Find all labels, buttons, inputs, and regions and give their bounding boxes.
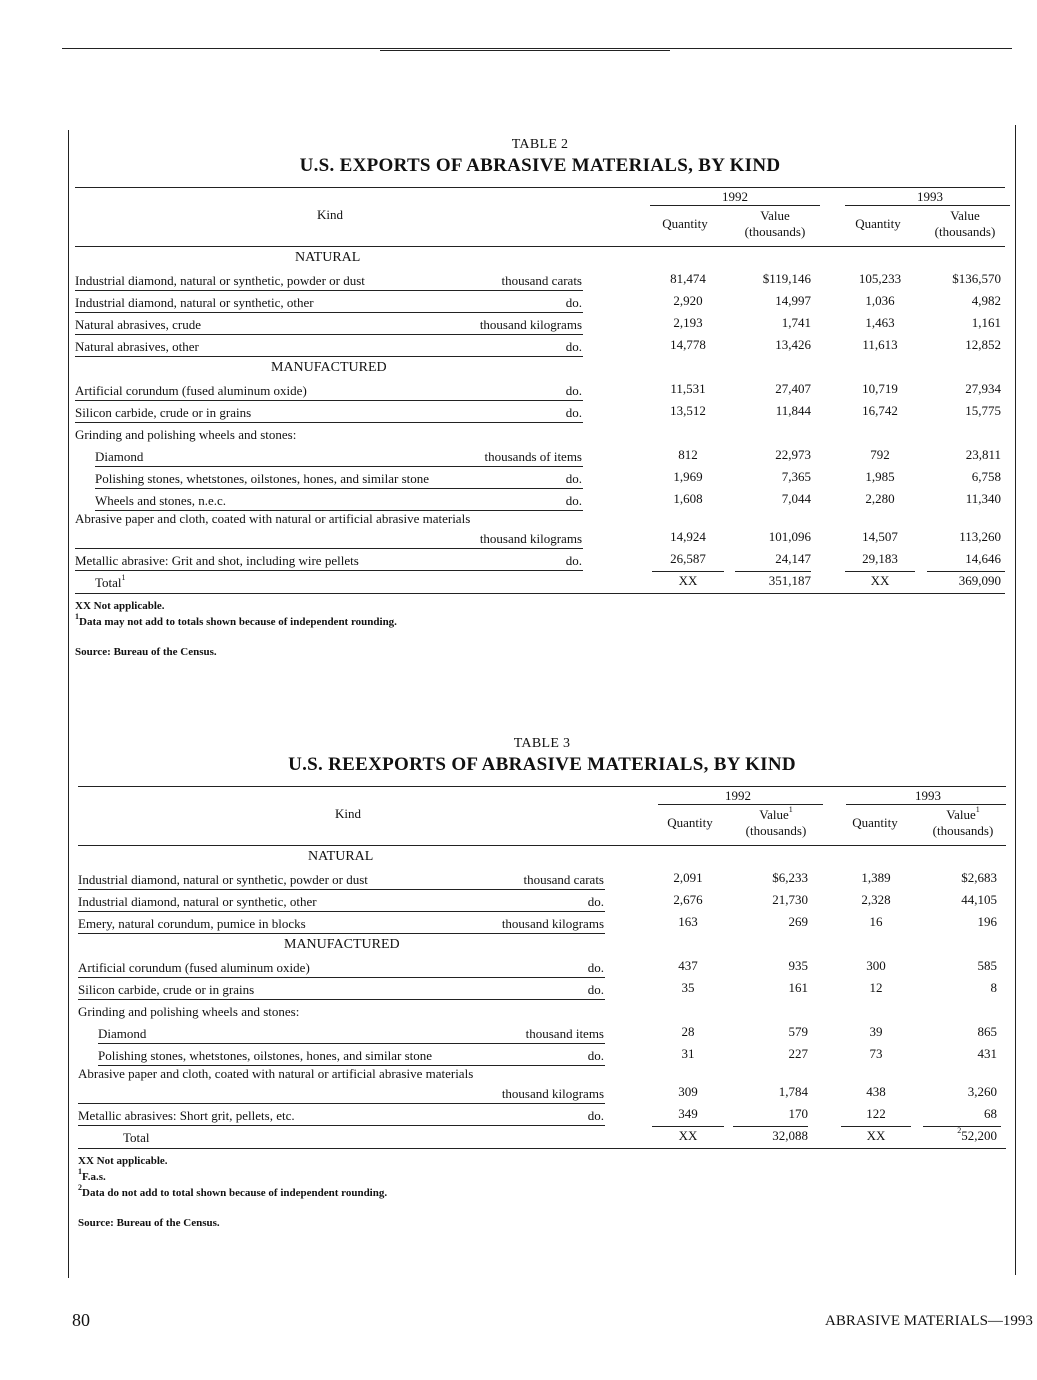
cell-v93: 12,852 xyxy=(965,337,1001,352)
cell-q93: 438 xyxy=(866,1084,886,1099)
row-kind: Metallic abrasives: Short grit, pellets, etc. xyxy=(78,1108,295,1123)
table-row xyxy=(75,401,1005,423)
cell-q92: 1,969 xyxy=(673,469,703,484)
total-row xyxy=(75,571,1005,593)
table-bottom-rule xyxy=(75,593,1005,594)
row-unit: thousands of items xyxy=(484,449,582,464)
table-row xyxy=(75,269,1005,291)
cell-v92: $119,146 xyxy=(762,271,811,286)
kind-header: Kind xyxy=(335,806,361,821)
cell-v93: 14,646 xyxy=(965,551,1001,566)
note-1: $^1$Data may not add to totals shown because of independent rounding. xyxy=(75,612,397,628)
row-unit: thousand kilograms xyxy=(479,531,582,546)
cell-v92: 22,973 xyxy=(775,447,811,462)
table-row xyxy=(78,868,1006,890)
cell-v92: 579 xyxy=(788,1024,808,1039)
total-q93: XX xyxy=(866,1128,886,1143)
row-unit: do. xyxy=(565,405,582,420)
quantity-1993-header: Quantity xyxy=(855,216,901,231)
cell-q93: 16,742 xyxy=(862,403,898,418)
value-1993-header: Value (thousands) xyxy=(934,208,996,239)
cell-q92: 13,512 xyxy=(670,403,706,418)
cell-q93: 16 xyxy=(869,914,883,929)
row-kind: Diamond xyxy=(98,1026,147,1041)
page-number: 80 xyxy=(72,1310,90,1330)
row-kind: Industrial diamond, natural or synthetic, powder or dust xyxy=(75,273,365,288)
total-rule-q93 xyxy=(841,1126,911,1127)
table-row xyxy=(75,379,1005,401)
cell-q92: 2,920 xyxy=(673,293,703,308)
cell-q93: 10,719 xyxy=(862,381,898,396)
cell-v92: 935 xyxy=(788,958,808,973)
row-kind: Natural abrasives, other xyxy=(75,339,199,354)
year-1992-header: 1992 xyxy=(725,788,751,803)
table-row xyxy=(78,978,1006,1000)
cell-v92: 269 xyxy=(788,914,808,929)
cell-q92: 35 xyxy=(681,980,695,995)
cell-q93: 122 xyxy=(866,1106,886,1121)
cell-v93: 431 xyxy=(977,1046,997,1061)
year-1992-rule xyxy=(650,205,820,206)
cell-v93: 1,161 xyxy=(971,315,1001,330)
cell-q93: 11,613 xyxy=(862,337,898,352)
total-v93: 369,090 xyxy=(958,573,1001,588)
cell-v93: $136,570 xyxy=(952,271,1001,286)
cell-q92: 31 xyxy=(681,1046,695,1061)
row-kind: Industrial diamond, natural or synthetic, other xyxy=(75,295,314,310)
cell-v93: 27,934 xyxy=(965,381,1001,396)
cell-v92: 13,426 xyxy=(775,337,811,352)
row-unit: do. xyxy=(587,894,604,909)
table-row xyxy=(78,1044,1006,1066)
row-kind: Industrial diamond, natural or synthetic, other xyxy=(78,894,317,909)
table-bottom-rule xyxy=(78,1148,1006,1149)
row-kind: Emery, natural corundum, pumice in blocks xyxy=(78,916,306,931)
table-2 xyxy=(75,137,1005,660)
row-kind: Wheels and stones, n.e.c. xyxy=(95,493,227,508)
value-1992-header: Value (thousands) xyxy=(744,208,806,239)
row-kind: Abrasive paper and cloth, coated with natural or artificial abrasive materials xyxy=(75,511,471,526)
cell-q92: 2,091 xyxy=(673,870,703,885)
cell-v93: 44,105 xyxy=(961,892,997,907)
table-row xyxy=(78,890,1006,912)
cell-q92: 81,474 xyxy=(670,271,706,286)
cell-q93: 1,389 xyxy=(861,870,891,885)
cell-q93: 1,036 xyxy=(865,293,895,308)
table-row xyxy=(75,291,1005,313)
year-1993-rule xyxy=(845,205,1010,206)
cell-q92: 349 xyxy=(678,1106,698,1121)
cell-q92: 812 xyxy=(678,447,698,462)
cell-q92: 2,193 xyxy=(673,315,703,330)
cell-q92: 437 xyxy=(678,958,698,973)
total-v93: $^2$52,200 xyxy=(957,1126,997,1143)
left-margin-rule xyxy=(68,130,69,1278)
cell-q92: 163 xyxy=(678,914,698,929)
quantity-1993-header: Quantity xyxy=(852,815,898,830)
row-kind: Grinding and polishing wheels and stones: xyxy=(75,427,297,442)
row-kind: Silicon carbide, crude or in grains xyxy=(75,405,252,420)
total-rule-v92 xyxy=(735,571,811,572)
table-row xyxy=(75,335,1005,357)
cell-v93: 3,260 xyxy=(967,1084,997,1099)
table-row xyxy=(75,313,1005,335)
row-kind: Silicon carbide, crude or in grains xyxy=(78,982,255,997)
cell-v93: 23,811 xyxy=(965,447,1001,462)
cell-v92: 11,844 xyxy=(775,403,811,418)
total-row xyxy=(78,1126,1006,1148)
total-rule-q92 xyxy=(652,571,724,572)
table-row xyxy=(78,1022,1006,1044)
note-xx: XX Not applicable. xyxy=(78,1155,168,1167)
cell-q92: 309 xyxy=(678,1084,698,1099)
cell-q93: 12 xyxy=(869,980,883,995)
year-1992-rule xyxy=(658,804,823,805)
cell-v93: 4,982 xyxy=(971,293,1001,308)
quantity-1992-header: Quantity xyxy=(667,815,713,830)
rows-natural xyxy=(78,868,1006,934)
total-rule-v92 xyxy=(733,1126,808,1127)
cell-q93: 1,463 xyxy=(865,315,895,330)
year-1992-header: 1992 xyxy=(722,189,748,204)
cell-q93: 792 xyxy=(870,447,890,462)
total-label: Total xyxy=(123,1130,150,1145)
note-xx: XX Not applicable. xyxy=(75,600,165,612)
table-number: TABLE 2 xyxy=(511,137,569,152)
cell-v93: 11,340 xyxy=(965,491,1001,506)
year-1993-header: 1993 xyxy=(915,788,941,803)
cell-v92: 227 xyxy=(788,1046,808,1061)
year-1993-rule xyxy=(846,804,1006,805)
year-1993-header: 1993 xyxy=(917,189,943,204)
table-number: TABLE 3 xyxy=(513,736,571,751)
cell-v93: $2,683 xyxy=(961,870,997,885)
total-q93: XX xyxy=(870,573,890,588)
table-row xyxy=(78,1066,1006,1104)
section-manufactured: MANUFACTURED xyxy=(284,937,400,952)
table-row xyxy=(78,1000,1006,1022)
top-rule-accent xyxy=(380,50,670,51)
note-1: $^1$F.a.s. xyxy=(78,1167,106,1183)
cell-v93: 113,260 xyxy=(959,529,1001,544)
cell-v92: 101,096 xyxy=(768,529,811,544)
cell-v93: 585 xyxy=(977,958,997,973)
total-v92: 351,187 xyxy=(768,573,811,588)
right-margin-rule xyxy=(1015,125,1016,1275)
cell-q92: 1,608 xyxy=(673,491,703,506)
row-kind: Polishing stones, whetstones, oilstones, hones, and similar stone xyxy=(98,1048,433,1063)
row-kind: Artificial corundum (fused aluminum oxide) xyxy=(78,960,310,975)
cell-q92: 2,676 xyxy=(673,892,703,907)
cell-q93: 300 xyxy=(866,958,886,973)
cell-q92: 11,531 xyxy=(670,381,706,396)
row-unit: thousand carats xyxy=(523,872,604,887)
cell-v92: 7,044 xyxy=(781,491,811,506)
cell-q92: 14,778 xyxy=(670,337,706,352)
cell-v92: $6,233 xyxy=(772,870,808,885)
row-unit: do. xyxy=(565,339,582,354)
source-note: Source: Bureau of the Census. xyxy=(78,1217,220,1229)
cell-v92: 21,730 xyxy=(772,892,808,907)
total-label: Total$^1$ xyxy=(95,573,126,590)
cell-q93: 2,280 xyxy=(865,491,895,506)
row-unit: do. xyxy=(587,1048,604,1063)
table-row xyxy=(75,467,1005,489)
row-unit: do. xyxy=(565,295,582,310)
cell-v92: 161 xyxy=(788,980,808,995)
cell-q93: 2,328 xyxy=(861,892,891,907)
table-row xyxy=(78,1104,1006,1126)
row-kind: Polishing stones, whetstones, oilstones, hones, and similar stone xyxy=(95,471,430,486)
top-rule xyxy=(62,48,1012,49)
row-unit: do. xyxy=(565,383,582,398)
row-unit: do. xyxy=(587,960,604,975)
row-kind: Natural abrasives, crude xyxy=(75,317,201,332)
row-kind: Metallic abrasive: Grit and shot, including wire pellets xyxy=(75,553,359,568)
row-unit: do. xyxy=(587,1108,604,1123)
row-kind: Diamond xyxy=(95,449,144,464)
table-title: U.S. EXPORTS OF ABRASIVE MATERIALS, BY KIND xyxy=(299,155,781,176)
cell-q93: 105,233 xyxy=(858,271,902,286)
cell-q92: 26,587 xyxy=(670,551,706,566)
cell-q93: 39 xyxy=(869,1024,883,1039)
cell-v93: 8 xyxy=(990,980,997,995)
kind-header: Kind xyxy=(317,207,343,222)
row-kind: Industrial diamond, natural or synthetic, powder or dust xyxy=(78,872,368,887)
value-1993-header: Value$^1$ (thousands) xyxy=(932,805,994,838)
cell-v93: 68 xyxy=(984,1106,997,1121)
source-note: Source: Bureau of the Census. xyxy=(75,646,217,658)
cell-v92: 1,741 xyxy=(781,315,811,330)
cell-v93: 196 xyxy=(977,914,997,929)
table-header xyxy=(78,786,1006,846)
row-unit: thousand kilograms xyxy=(479,317,582,332)
total-rule-q92 xyxy=(652,1126,724,1127)
cell-v92: 27,407 xyxy=(775,381,811,396)
cell-q93: 73 xyxy=(869,1046,883,1061)
cell-v93: 15,775 xyxy=(965,403,1001,418)
table-row xyxy=(75,445,1005,467)
row-unit: thousand items xyxy=(525,1026,604,1041)
cell-q93: 29,183 xyxy=(862,551,898,566)
table-row xyxy=(78,956,1006,978)
rows-natural xyxy=(75,269,1005,357)
cell-q93: 1,985 xyxy=(865,469,895,484)
cell-v92: 14,997 xyxy=(775,293,811,308)
total-rule-v93 xyxy=(927,571,1005,572)
cell-q92: 28 xyxy=(681,1024,695,1039)
row-unit: do. xyxy=(565,471,582,486)
total-rule-q93 xyxy=(845,571,915,572)
table-3 xyxy=(78,736,1006,1231)
table-row xyxy=(75,549,1005,571)
cell-v93: 865 xyxy=(977,1024,997,1039)
section-natural: NATURAL xyxy=(308,849,374,864)
cell-q92: 14,924 xyxy=(670,529,706,544)
row-kind: Abrasive paper and cloth, coated with natural or artificial abrasive materials xyxy=(78,1066,474,1081)
table-title: U.S. REEXPORTS OF ABRASIVE MATERIALS, BY KIND xyxy=(288,754,796,775)
value-1992-header: Value$^1$ (thousands) xyxy=(745,805,807,838)
table-header xyxy=(75,187,1005,247)
row-kind: Grinding and polishing wheels and stones: xyxy=(78,1004,300,1019)
table-row xyxy=(78,912,1006,934)
total-q92: XX xyxy=(678,1128,698,1143)
cell-v92: 1,784 xyxy=(778,1084,808,1099)
cell-v93: 6,758 xyxy=(971,469,1001,484)
quantity-1992-header: Quantity xyxy=(662,216,708,231)
row-unit: thousand kilograms xyxy=(501,1086,604,1101)
table-row xyxy=(75,489,1005,511)
table-row xyxy=(75,511,1005,549)
row-unit: thousand kilograms xyxy=(501,916,604,931)
row-unit: do. xyxy=(565,493,582,508)
total-q92: XX xyxy=(678,573,698,588)
cell-q93: 14,507 xyxy=(862,529,898,544)
row-unit: thousand carats xyxy=(501,273,582,288)
running-title: ABRASIVE MATERIALS—1993 xyxy=(825,1313,1033,1329)
cell-v92: 7,365 xyxy=(781,469,811,484)
section-manufactured: MANUFACTURED xyxy=(271,360,387,375)
cell-v92: 24,147 xyxy=(775,551,811,566)
total-v92: 32,088 xyxy=(772,1128,808,1143)
row-unit: do. xyxy=(587,982,604,997)
rows-manufactured xyxy=(78,956,1006,1126)
row-unit: do. xyxy=(565,553,582,568)
rows-manufactured xyxy=(75,379,1005,571)
row-kind: Artificial corundum (fused aluminum oxide) xyxy=(75,383,307,398)
cell-v92: 170 xyxy=(788,1106,808,1121)
note-2: $^2$Data do not add to total shown because of independent rounding. xyxy=(78,1183,388,1199)
table-row xyxy=(75,423,1005,445)
total-rule-v93 xyxy=(923,1126,1001,1127)
section-natural: NATURAL xyxy=(295,250,361,265)
